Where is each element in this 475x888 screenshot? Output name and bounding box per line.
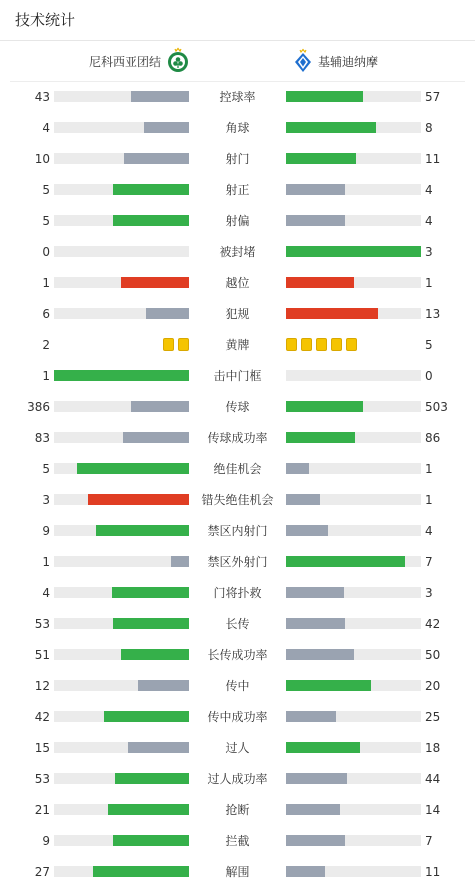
away-stat-bar-fill [286, 618, 345, 629]
away-stat-value: 86 [425, 431, 441, 445]
away-stat-bar-track [286, 370, 421, 381]
home-stat-bar-fill [104, 711, 189, 722]
home-stat-bar-fill [123, 432, 189, 443]
home-stat-bar-track [54, 742, 189, 753]
away-stat-bar-track [286, 835, 421, 846]
home-stat-bar-track [54, 246, 189, 257]
home-stat-value: 21 [34, 803, 50, 817]
home-stat-bar-fill [88, 494, 189, 505]
home-stat-value: 42 [34, 710, 50, 724]
away-stat-bar-track [286, 742, 421, 753]
home-stat-bar-track [54, 308, 189, 319]
away-stat-value: 25 [425, 710, 441, 724]
stat-row [0, 454, 475, 485]
home-stat-value: 53 [34, 772, 50, 786]
away-stat-value: 57 [425, 90, 441, 104]
stat-label: 传中 [225, 679, 250, 693]
away-yellow-cards [286, 338, 357, 352]
away-stat-bar-track [286, 649, 421, 660]
away-stat-value: 4 [425, 524, 433, 538]
home-stat-value: 9 [42, 834, 50, 848]
away-stat-bar-track [286, 153, 421, 164]
stat-label: 长传成功率 [207, 648, 268, 662]
stat-row [0, 268, 475, 299]
away-stat-value: 13 [425, 307, 441, 321]
stat-row [0, 826, 475, 857]
home-stat-value: 51 [34, 648, 50, 662]
home-stat-value: 4 [42, 121, 50, 135]
home-stat-bar-fill [146, 308, 189, 319]
stat-label: 犯规 [225, 307, 250, 321]
away-stat-bar-fill [286, 649, 354, 660]
away-stat-bar-track [286, 91, 421, 102]
away-stat-bar-track [286, 122, 421, 133]
away-stat-value: 0 [425, 369, 433, 383]
home-stat-bar-track [54, 556, 189, 567]
home-stat-bar-track [54, 835, 189, 846]
away-stat-bar-fill [286, 525, 328, 536]
away-stat-bar-fill [286, 246, 421, 257]
yellow-card-icon [346, 338, 357, 351]
yellow-card-icon [301, 338, 312, 351]
stat-label: 抢断 [225, 803, 250, 817]
home-stat-value: 83 [34, 431, 50, 445]
yellow-card-icon [286, 338, 297, 351]
away-stat-bar-fill [286, 773, 347, 784]
stat-row [0, 671, 475, 702]
stat-row [0, 330, 475, 361]
stat-label: 射正 [225, 183, 250, 197]
away-stat-value: 42 [425, 617, 441, 631]
stat-label: 黄牌 [225, 338, 250, 352]
title-divider [0, 40, 475, 41]
teams-header [0, 44, 475, 78]
home-stat-bar-track [54, 432, 189, 443]
stat-row [0, 733, 475, 764]
away-stat-value: 50 [425, 648, 441, 662]
away-stat-bar-fill [286, 91, 363, 102]
home-stat-bar-track [54, 494, 189, 505]
away-stat-value: 3 [425, 245, 433, 259]
home-stat-bar-track [54, 91, 189, 102]
away-stat-bar-track [286, 308, 421, 319]
away-stat-value: 44 [425, 772, 441, 786]
stat-label: 错失绝佳机会 [201, 493, 274, 507]
home-stat-bar-track [54, 122, 189, 133]
away-stat-bar-fill [286, 680, 371, 691]
home-stat-value: 10 [34, 152, 50, 166]
home-stat-bar-fill [77, 463, 189, 474]
stat-row [0, 764, 475, 795]
stat-label: 禁区内射门 [207, 524, 268, 538]
away-stat-bar-track [286, 432, 421, 443]
home-stat-bar-fill [113, 184, 189, 195]
stat-label: 越位 [225, 276, 250, 290]
page-title: 技术统计 [15, 11, 76, 29]
away-stat-bar-fill [286, 494, 320, 505]
home-stat-bar-fill [108, 804, 189, 815]
stat-row [0, 547, 475, 578]
stat-label: 控球率 [219, 90, 256, 104]
home-stat-bar-track [54, 773, 189, 784]
stat-row [0, 702, 475, 733]
stat-label: 传中成功率 [207, 710, 268, 724]
home-stat-bar-track [54, 401, 189, 412]
home-stat-bar-track [54, 215, 189, 226]
home-stat-bar-fill [113, 215, 189, 226]
home-stat-bar-track [54, 525, 189, 536]
home-stat-bar-fill [96, 525, 189, 536]
home-stat-bar-fill [54, 370, 189, 381]
home-stat-value: 15 [34, 741, 50, 755]
home-stat-bar-fill [131, 401, 189, 412]
home-stat-bar-track [54, 804, 189, 815]
away-stat-bar-fill [286, 184, 345, 195]
away-stat-value: 1 [425, 276, 433, 290]
stat-label: 门将扑救 [213, 586, 262, 600]
away-stat-bar-track [286, 773, 421, 784]
away-stat-bar-fill [286, 215, 345, 226]
stat-label: 过人成功率 [207, 772, 268, 786]
away-stat-bar-track [286, 246, 421, 257]
home-team[interactable] [89, 48, 189, 74]
home-stat-bar-track [54, 184, 189, 195]
away-stat-bar-fill [286, 556, 405, 567]
home-stat-bar-fill [128, 742, 189, 753]
home-stat-value: 3 [42, 493, 50, 507]
yellow-card-icon [331, 338, 342, 351]
stat-row [0, 237, 475, 268]
away-team-logo-icon [294, 47, 312, 76]
home-stat-value: 2 [42, 338, 50, 352]
away-stat-bar-track [286, 618, 421, 629]
away-stat-value: 20 [425, 679, 441, 693]
away-stat-value: 1 [425, 493, 433, 507]
home-stat-value: 5 [42, 462, 50, 476]
away-stat-value: 11 [425, 152, 441, 166]
home-stat-bar-fill [121, 277, 189, 288]
stat-label: 被封堵 [219, 245, 256, 259]
away-stat-value: 4 [425, 183, 433, 197]
stat-row [0, 857, 475, 888]
home-stat-bar-track [54, 618, 189, 629]
home-stat-value: 386 [27, 400, 50, 414]
stat-row [0, 144, 475, 175]
away-stat-value: 3 [425, 586, 433, 600]
stat-row [0, 423, 475, 454]
home-stat-bar-track [54, 711, 189, 722]
stat-row [0, 640, 475, 671]
home-stat-bar-fill [93, 866, 189, 877]
stat-label: 解围 [225, 865, 250, 879]
home-stat-value: 5 [42, 214, 50, 228]
home-stat-bar-fill [131, 91, 189, 102]
away-stat-value: 14 [425, 803, 441, 817]
yellow-card-icon [163, 338, 174, 351]
stat-label: 长传 [225, 617, 250, 631]
away-stat-bar-fill [286, 308, 378, 319]
home-stat-value: 27 [34, 865, 50, 879]
away-stat-bar-track [286, 277, 421, 288]
home-stat-value: 5 [42, 183, 50, 197]
stat-row [0, 82, 475, 113]
stat-row [0, 392, 475, 423]
stat-label: 传球 [225, 400, 250, 414]
away-stat-bar-track [286, 494, 421, 505]
away-stat-bar-track [286, 184, 421, 195]
home-stat-value: 0 [42, 245, 50, 259]
away-stat-bar-fill [286, 463, 309, 474]
away-stat-bar-fill [286, 277, 354, 288]
home-stat-bar-fill [124, 153, 189, 164]
away-stat-bar-fill [286, 742, 360, 753]
home-stat-bar-fill [144, 122, 189, 133]
home-stat-bar-track [54, 587, 189, 598]
away-stat-value: 5 [425, 338, 433, 352]
home-stat-value: 43 [34, 90, 50, 104]
home-stat-value: 53 [34, 617, 50, 631]
home-stat-value: 6 [42, 307, 50, 321]
stat-row [0, 113, 475, 144]
away-stat-bar-track [286, 556, 421, 567]
away-team[interactable] [294, 48, 378, 74]
home-stat-bar-fill [113, 618, 189, 629]
home-stat-bar-fill [112, 587, 189, 598]
stat-row [0, 795, 475, 826]
stat-label: 击中门框 [213, 369, 262, 383]
stat-label: 射门 [225, 152, 250, 166]
yellow-card-icon [316, 338, 327, 351]
away-stat-bar-track [286, 804, 421, 815]
home-stat-value: 1 [42, 369, 50, 383]
stat-row [0, 609, 475, 640]
away-stat-bar-fill [286, 866, 325, 877]
home-stat-bar-track [54, 370, 189, 381]
home-stat-bar-track [54, 866, 189, 877]
away-stat-value: 4 [425, 214, 433, 228]
away-stat-bar-fill [286, 835, 345, 846]
away-stat-bar-track [286, 215, 421, 226]
home-stat-value: 12 [34, 679, 50, 693]
away-stat-value: 11 [425, 865, 441, 879]
stats-list [0, 82, 475, 888]
away-stat-bar-track [286, 401, 421, 412]
stat-label: 禁区外射门 [207, 555, 268, 569]
away-stat-bar-fill [286, 804, 340, 815]
away-team-name: 基辅迪纳摩 [318, 54, 379, 69]
home-stat-bar-track [54, 153, 189, 164]
stat-row [0, 206, 475, 237]
stat-label: 传球成功率 [207, 431, 268, 445]
home-team-name: 尼科西亚团结 [88, 54, 161, 69]
home-stat-value: 1 [42, 276, 50, 290]
away-stat-bar-track [286, 866, 421, 877]
stat-row [0, 175, 475, 206]
stat-row [0, 485, 475, 516]
home-yellow-cards [163, 338, 189, 352]
away-stat-bar-fill [286, 432, 355, 443]
away-stat-bar-fill [286, 122, 376, 133]
away-stat-value: 1 [425, 462, 433, 476]
away-stat-bar-track [286, 525, 421, 536]
away-stat-bar-track [286, 463, 421, 474]
away-stat-value: 8 [425, 121, 433, 135]
away-stat-value: 18 [425, 741, 441, 755]
stat-row [0, 578, 475, 609]
stat-row [0, 361, 475, 392]
away-stat-value: 7 [425, 834, 433, 848]
stat-label: 角球 [225, 121, 250, 135]
home-stat-bar-fill [138, 680, 189, 691]
away-stat-bar-fill [286, 587, 344, 598]
away-stat-value: 503 [425, 400, 448, 414]
home-stat-bar-track [54, 463, 189, 474]
home-stat-bar-fill [115, 773, 189, 784]
home-stat-bar-fill [171, 556, 189, 567]
home-stat-bar-fill [113, 835, 189, 846]
home-stat-value: 9 [42, 524, 50, 538]
away-stat-bar-fill [286, 153, 356, 164]
home-stat-value: 4 [42, 586, 50, 600]
away-stat-bar-fill [286, 711, 336, 722]
home-stat-bar-track [54, 277, 189, 288]
away-stat-bar-track [286, 680, 421, 691]
stat-row [0, 299, 475, 330]
away-stat-value: 7 [425, 555, 433, 569]
yellow-card-icon [178, 338, 189, 351]
stat-label: 拦截 [225, 834, 250, 848]
home-stat-bar-track [54, 649, 189, 660]
home-team-logo-icon [167, 47, 189, 76]
home-stat-bar-fill [121, 649, 189, 660]
stat-row [0, 516, 475, 547]
home-stat-value: 1 [42, 555, 50, 569]
away-stat-bar-track [286, 711, 421, 722]
stat-label: 绝佳机会 [213, 462, 262, 476]
away-stat-bar-track [286, 587, 421, 598]
stat-label: 射偏 [225, 214, 250, 228]
home-stat-bar-track [54, 680, 189, 691]
away-stat-bar-fill [286, 401, 363, 412]
stat-label: 过人 [225, 741, 250, 755]
